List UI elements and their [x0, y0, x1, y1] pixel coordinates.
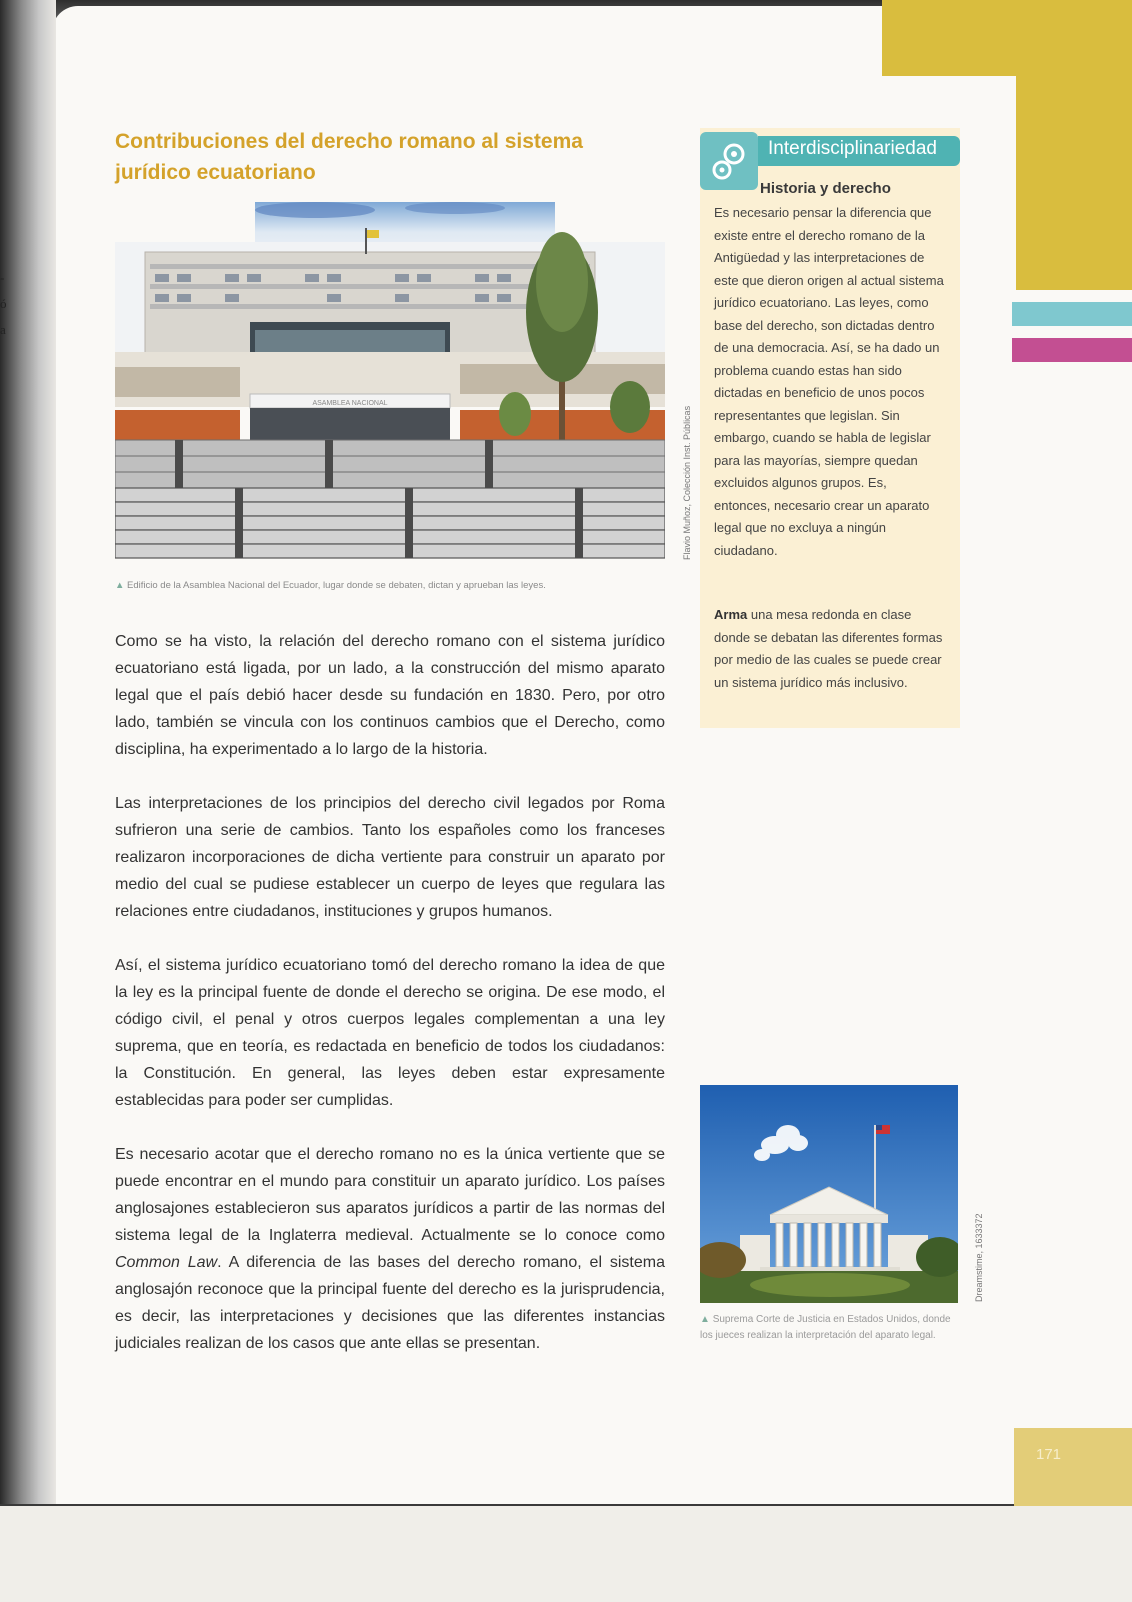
asamblea-sign: ASAMBLEA NACIONAL — [312, 400, 388, 407]
caption-1-text: Edificio de la Asamblea Nacional del Ecuador, lugar donde se debaten, dictan y aprueban las leyes. — [127, 580, 546, 591]
photo-caption-2 — [700, 1312, 960, 1344]
cyan-tab — [1012, 302, 1132, 326]
page-number-box — [1014, 1428, 1132, 1506]
common-law-term: Common Law — [115, 1254, 218, 1271]
activity-text: una mesa redonda en clase donde se debatan las diferentes formas por medio de las cuales se puede crear un sistema jurídico más inclusivo. — [714, 607, 943, 690]
page-title: Contribuciones del derecho romano al sistema jurídico ecuatoriano — [115, 130, 583, 184]
scan-edge-bottom — [0, 1504, 1132, 1602]
caption-triangle-icon: ▲ — [700, 1314, 713, 1325]
magenta-tab — [1012, 338, 1132, 362]
box-text: Es necesario pensar la diferencia que existe entre el derecho romano de la Antigüedad y las interpretaciones de este que dieron origen al actual sistema jurídico ecuatoriano. Las leyes, como base del derecho, son dictadas dentro de una democracia. Así, se ha dado un problema cuando estas han sido dictadas en beneficio de unos pocos representantes que legislan. Sin embargo, cuando se habla de legislar para las mayorías, siempre quedan excluidos algunos grupos. Es, entonces, necesario crear un aparato legal que no excluya a ningún ciudadano. — [714, 205, 944, 558]
box-header — [700, 132, 960, 176]
yellow-tab-side — [1016, 76, 1132, 290]
caption-triangle-icon: ▲ — [115, 580, 128, 591]
paragraph-4 — [115, 1141, 665, 1357]
photo-credit-1: Flavio Muñoz, Colección Inst. Públicas — [682, 405, 692, 560]
book-spine: - ó a — [0, 0, 56, 1510]
paragraph-3: Así, el sistema jurídico ecuatoriano tomó del derecho romano la idea de que la ley es la principal fuente de donde el derecho se origina. De ese modo, el código civil, el penal y otros cuerpos legales complementan a una ley suprema, que en teoría, es redactada en beneficio de todos los ciudadanos: la Constitución. En general, las leyes deben estar expresamente establecidas para poder ser cumplidas. — [115, 957, 665, 1109]
paragraph-4-start: Es necesario acotar que el derecho romano no es la única vertiente que se puede encontrar en el mundo para constituir un aparato jurídico. Los países anglosajones establecieron sus aparatos jurídicos a partir de las normas del sistema legal de la Inglaterra medieval. Actualmente se lo conoce como — [115, 1146, 665, 1244]
photo-credit-2: Dreamstime, 1633372 — [974, 1213, 984, 1302]
page-number: 171 — [1036, 1446, 1062, 1463]
caption-2-text: Suprema Corte de Justicia en Estados Unidos, donde los jueces realizan la interpretación del aparato legal. — [700, 1314, 951, 1341]
yellow-tab-top — [882, 0, 1132, 76]
main-text — [115, 628, 665, 1384]
interdisciplinary-box — [700, 128, 960, 728]
paragraph-2: Las interpretaciones de los principios del derecho civil legados por Roma sufrieron una serie de cambios. Tanto los españoles como los franceses realizaron incorporaciones de dicha vertiente para construir un aparato por medio del cual se pudiese establecer un cuerpo de leyes que regulara las relaciones entre ciudadanos, instituciones y grupos humanos. — [115, 795, 665, 920]
paragraph-1: Como se ha visto, la relación del derecho romano con el sistema jurídico ecuatoriano está ligada, por un lado, a la construcción del mismo aparato legal que el país debió hacer desde su fundación en 1830. Pero, por otro lado, también se vincula con los continuos cambios que el Derecho, como disciplina, ha experimentado a lo largo de la historia. — [115, 633, 665, 758]
activity-verb: Arma — [714, 607, 748, 622]
box-subheading: Historia y derecho — [760, 180, 891, 197]
box-activity — [714, 604, 946, 694]
gears-icon — [700, 132, 758, 190]
supreme-court-photo — [700, 1085, 958, 1303]
paragraph-4-end: . A diferencia de las bases del derecho romano, el sistema anglosajón reconoce que la principal fuente del derecho es la jurisprudencia, es decir, las interpretaciones y decisiones que las diferentes instancias judiciales realizan de los casos que ante ellas se presentan. — [115, 1254, 666, 1352]
asamblea-nacional-photo — [115, 202, 665, 566]
box-header-bar — [758, 136, 960, 166]
photo-caption-1 — [115, 580, 546, 591]
box-header-label: Interdisciplinariedad — [768, 138, 937, 159]
